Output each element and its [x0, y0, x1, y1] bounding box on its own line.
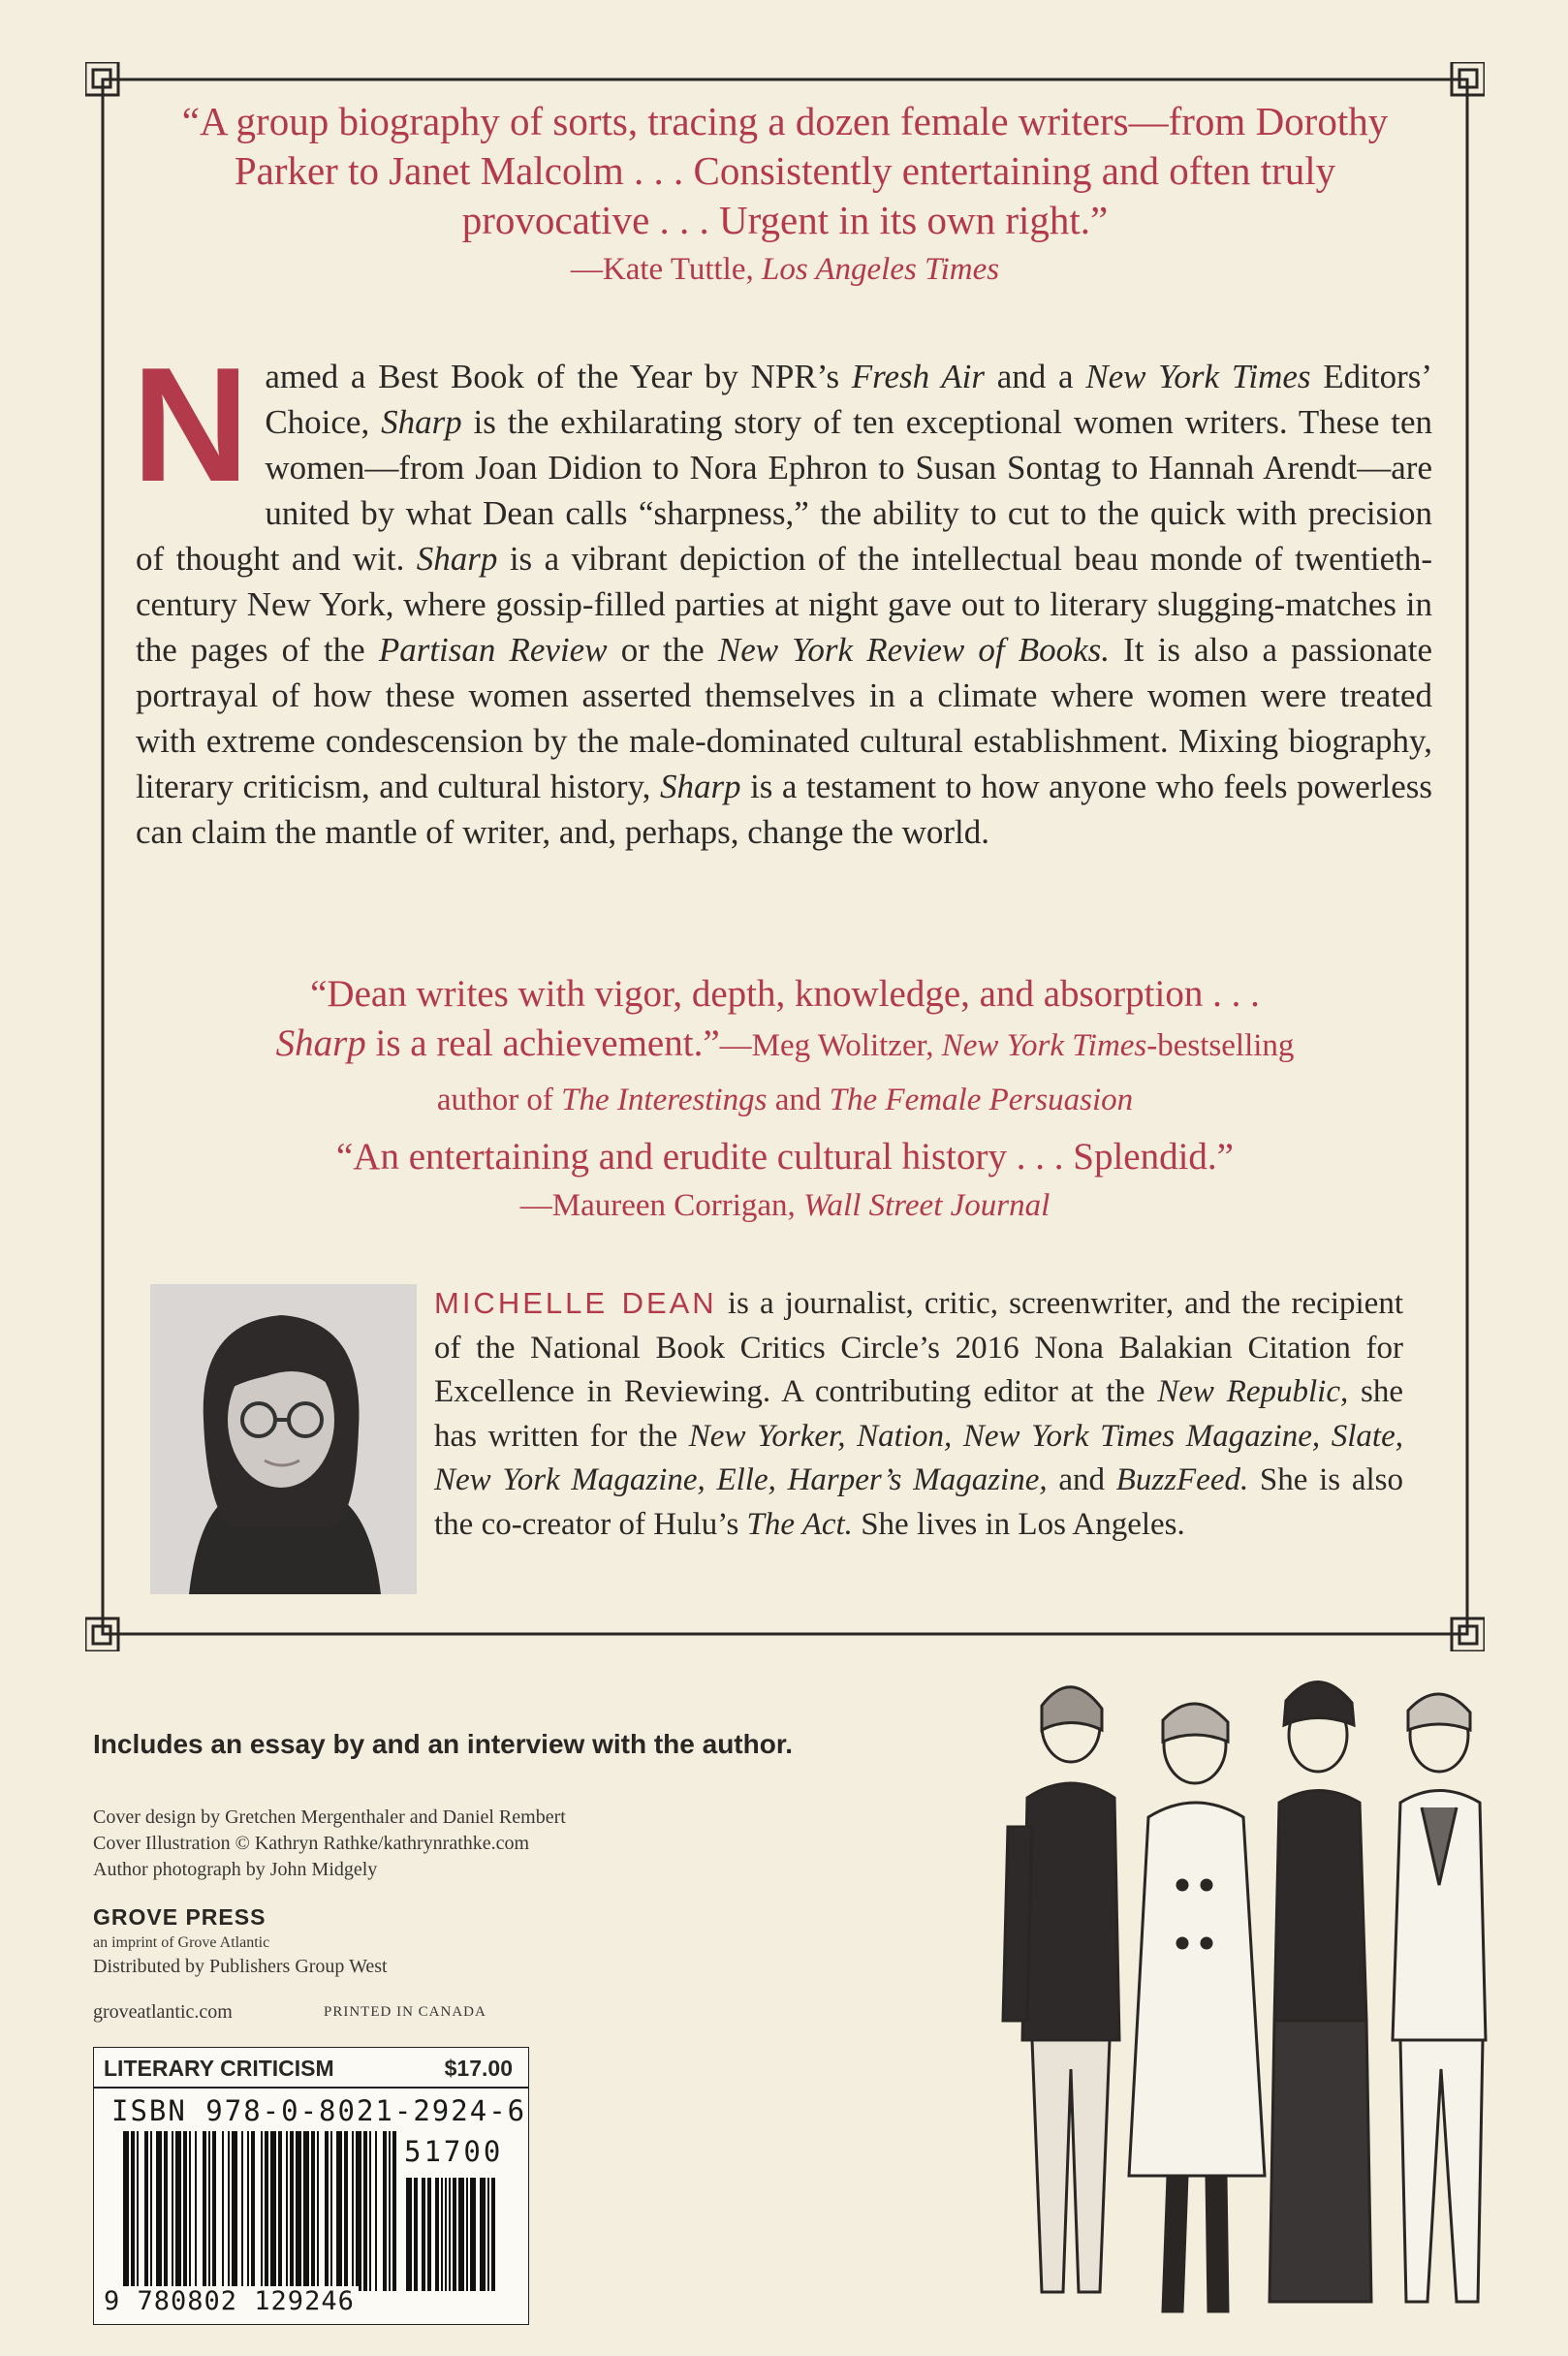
- quote-source: Wall Street Journal: [803, 1188, 1051, 1223]
- barcode-bar: [212, 2131, 216, 2291]
- barcode-bar: [189, 2131, 191, 2291]
- isbn-text: ISBN 978-0-8021-2924-6: [111, 2094, 527, 2127]
- publisher-name: GROVE PRESS: [93, 1904, 267, 1930]
- quote-text-line1: “Dean writes with vigor, depth, knowledge, and absorption . . .: [310, 973, 1260, 1015]
- quote-text: “An entertaining and erudite cultural history . . . Splendid.”: [335, 1136, 1234, 1178]
- bio-italic: New Republic,: [1157, 1374, 1349, 1409]
- barcode-bar: [344, 2131, 348, 2291]
- barcode-bar: [247, 2131, 249, 2291]
- barcode-bar: [172, 2131, 173, 2291]
- bio-text: She lives in Los Angeles.: [852, 1506, 1185, 1542]
- barcode-bar: [123, 2131, 129, 2291]
- desc-text: amed a Best Book of the Year by NPR’s: [265, 358, 852, 395]
- barcode-bar: [480, 2178, 486, 2291]
- barcode-bar: [441, 2178, 443, 2291]
- quote-attribution: [145, 245, 1425, 295]
- quote-italic: Sharp: [275, 1022, 366, 1064]
- price-row: [94, 2048, 528, 2089]
- bio-text: she has written for the: [434, 1374, 1403, 1454]
- bio-italic: New Yorker, Nation, New York Times Magazine, Slate, New York Magazine, Elle, Harper’s Magazine,: [434, 1418, 1403, 1497]
- barcode-bar: [131, 2131, 135, 2291]
- bio-text: She is also the co-creator of Hulu’s: [434, 1462, 1403, 1542]
- review-quote-wolitzer: [145, 969, 1425, 1125]
- price-code: 51700: [404, 2135, 504, 2168]
- bio-italic: The Act.: [746, 1506, 853, 1542]
- barcode-bar: [336, 2131, 342, 2291]
- desc-text: is a vibrant depiction of the intellectual beau monde of twentieth-century New York, where gossip-filled parties at night gave out to literary slugging-matches in the pages of the: [136, 540, 1432, 669]
- author-photo-credit: Author photograph by John Midgely: [93, 1859, 378, 1880]
- desc-text: or the: [607, 631, 718, 669]
- barcode-bar: [228, 2131, 230, 2291]
- barcode-bar: [303, 2131, 309, 2291]
- cover-design-credit: Cover design by Gretchen Mergenthaler and Daniel Rembert: [93, 1806, 566, 1828]
- barcode-bar: [261, 2131, 263, 2291]
- barcode-bar: [435, 2178, 439, 2291]
- barcode-bar: [208, 2131, 210, 2291]
- barcode-bar: [453, 2178, 456, 2291]
- bio-text: is a journalist, critic, screenwriter, and the recipient of the National Book Critics Circle’s 2016 Nona Balakian Citation for Excellence in Reviewing. A contributing editor at the: [434, 1286, 1403, 1409]
- cover-illustration-credit: Cover Illustration © Kathryn Rathke/kathrynrathke.com: [93, 1833, 530, 1854]
- barcode-bar: [156, 2131, 162, 2291]
- bio-text: and: [1047, 1462, 1116, 1497]
- barcode-bar: [278, 2131, 282, 2291]
- bio-italic: BuzzFeed.: [1115, 1462, 1249, 1497]
- barcode-bar: [466, 2178, 468, 2291]
- price-label: $17.00: [444, 2056, 513, 2081]
- barcode-bar: [363, 2131, 367, 2291]
- publisher-website: groveatlantic.com: [93, 2001, 233, 2023]
- barcode-bar: [195, 2131, 197, 2291]
- attr-book-title: The Female Persuasion: [829, 1083, 1134, 1117]
- desc-italic: Sharp: [416, 540, 498, 578]
- review-quote-corrigan: [145, 1132, 1425, 1231]
- attr-text: and: [767, 1083, 830, 1117]
- publisher-imprint: an imprint of Grove Atlantic: [93, 1934, 270, 1951]
- desc-text: is the exhilarating story of ten exceptional women writers. These ten women—from Joan Didion to Nora Ephron to Susan Sontag to Hannah Arendt—are united by what Dean calls “sharpness,” the ability to cut to the quick with precision of thought and wit.: [136, 403, 1433, 578]
- author-bio: [434, 1281, 1403, 1547]
- essay-note: Includes an essay by and an interview with the author.: [93, 1729, 793, 1759]
- barcode-bar: [487, 2178, 489, 2291]
- barcode-bar: [265, 2131, 268, 2291]
- barcode-bar: [144, 2131, 148, 2291]
- barcode-bar: [175, 2131, 181, 2291]
- desc-text: is a testament to how anyone who feels powerless can claim the mantle of writer, and, perhaps, change the world.: [136, 768, 1432, 851]
- attr-book-title: The Interestings: [561, 1083, 768, 1117]
- barcode-bar: [389, 2131, 391, 2291]
- barcode-bar: [422, 2178, 425, 2291]
- attr-text: author of: [436, 1083, 562, 1117]
- barcode-bar: [491, 2178, 495, 2291]
- publisher-distributor: Distributed by Publishers Group West: [93, 1956, 388, 1977]
- quote-author: —Maureen Corrigan,: [519, 1188, 804, 1223]
- quote-source: Los Angeles Times: [762, 252, 1000, 287]
- barcode-bar: [458, 2178, 464, 2291]
- barcode-bar: [356, 2131, 361, 2291]
- barcode-bar: [414, 2178, 418, 2291]
- barcode-bar: [270, 2131, 276, 2291]
- barcode-bar: [290, 2131, 294, 2291]
- barcode-bar: [164, 2131, 168, 2291]
- quote-text: “A group biography of sorts, tracing a dozen female writers—from Dorothy Parker to Janet Malcolm . . . Consistently entertaining and often truly provocative . . . Urgent in its own right.”: [181, 99, 1389, 242]
- barcode-bar: [392, 2131, 396, 2291]
- barcode-bar: [317, 2131, 319, 2291]
- quote-author-line: [145, 1076, 1425, 1125]
- barcode-bar: [296, 2131, 301, 2291]
- barcode-bar: [232, 2131, 237, 2291]
- desc-text: It is also a passionate portrayal of how these women asserted themselves in a climate where women were treated with extreme condescension by the male-dominated cultural establishment. Mixing biography, literary criticism, and cultural history,: [136, 631, 1433, 805]
- quote-line2: [145, 1019, 1425, 1076]
- barcode-bar: [241, 2131, 243, 2291]
- barcode-label: [93, 2047, 529, 2325]
- printed-in: PRINTED IN CANADA: [324, 2004, 486, 2020]
- barcode-bar: [325, 2131, 329, 2291]
- review-quote-tuttle: [145, 97, 1425, 295]
- quote-author-suffix: -bestselling: [1146, 1028, 1295, 1063]
- category-label: LITERARY CRITICISM: [104, 2056, 334, 2081]
- quote-source: New York Times: [941, 1028, 1147, 1063]
- quote-author: —Meg Wolitzer,: [719, 1028, 942, 1063]
- cover-illustration: [974, 1633, 1517, 2350]
- barcode-bar: [470, 2178, 476, 2291]
- desc-italic: Partisan Review: [378, 631, 608, 669]
- barcode-bar: [251, 2131, 255, 2291]
- barcode-bar: [137, 2131, 139, 2291]
- desc-text: and a: [984, 358, 1086, 395]
- author-name: MICHELLE DEAN: [434, 1286, 717, 1320]
- desc-italic: Sharp: [381, 403, 462, 441]
- barcode-bar: [445, 2178, 447, 2291]
- barcode-bar: [375, 2131, 377, 2291]
- book-description: [132, 333, 1433, 855]
- barcode-bar: [330, 2131, 332, 2291]
- quote-text-line2: is a real achievement.”: [365, 1022, 720, 1064]
- barcode-bar: [222, 2131, 224, 2291]
- quote-attribution: [145, 1181, 1425, 1231]
- barcode-bar: [150, 2131, 152, 2291]
- quote-author: —Kate Tuttle,: [570, 252, 762, 287]
- barcode-digits: 9 780802 129246: [100, 2286, 359, 2316]
- cover-credits: [93, 1805, 566, 1883]
- desc-italic: Sharp: [659, 768, 741, 805]
- barcode-bar: [286, 2131, 288, 2291]
- desc-italic: New York Review of Books.: [717, 631, 1110, 669]
- barcode-bar: [406, 2178, 412, 2291]
- barcode-bar: [183, 2131, 187, 2291]
- barcode-bar: [427, 2178, 431, 2291]
- barcode-bar: [449, 2178, 451, 2291]
- drop-cap: N: [132, 333, 250, 516]
- barcode-bar: [383, 2131, 387, 2291]
- barcode-bar: [369, 2131, 371, 2291]
- barcode-bar: [352, 2131, 354, 2291]
- desc-text: Editors’ Choice,: [265, 358, 1432, 441]
- desc-italic: Fresh Air: [851, 358, 985, 395]
- barcode-bar: [203, 2131, 206, 2291]
- desc-italic: New York Times: [1085, 358, 1311, 395]
- author-photo: [150, 1284, 417, 1594]
- barcode-bar: [311, 2131, 315, 2291]
